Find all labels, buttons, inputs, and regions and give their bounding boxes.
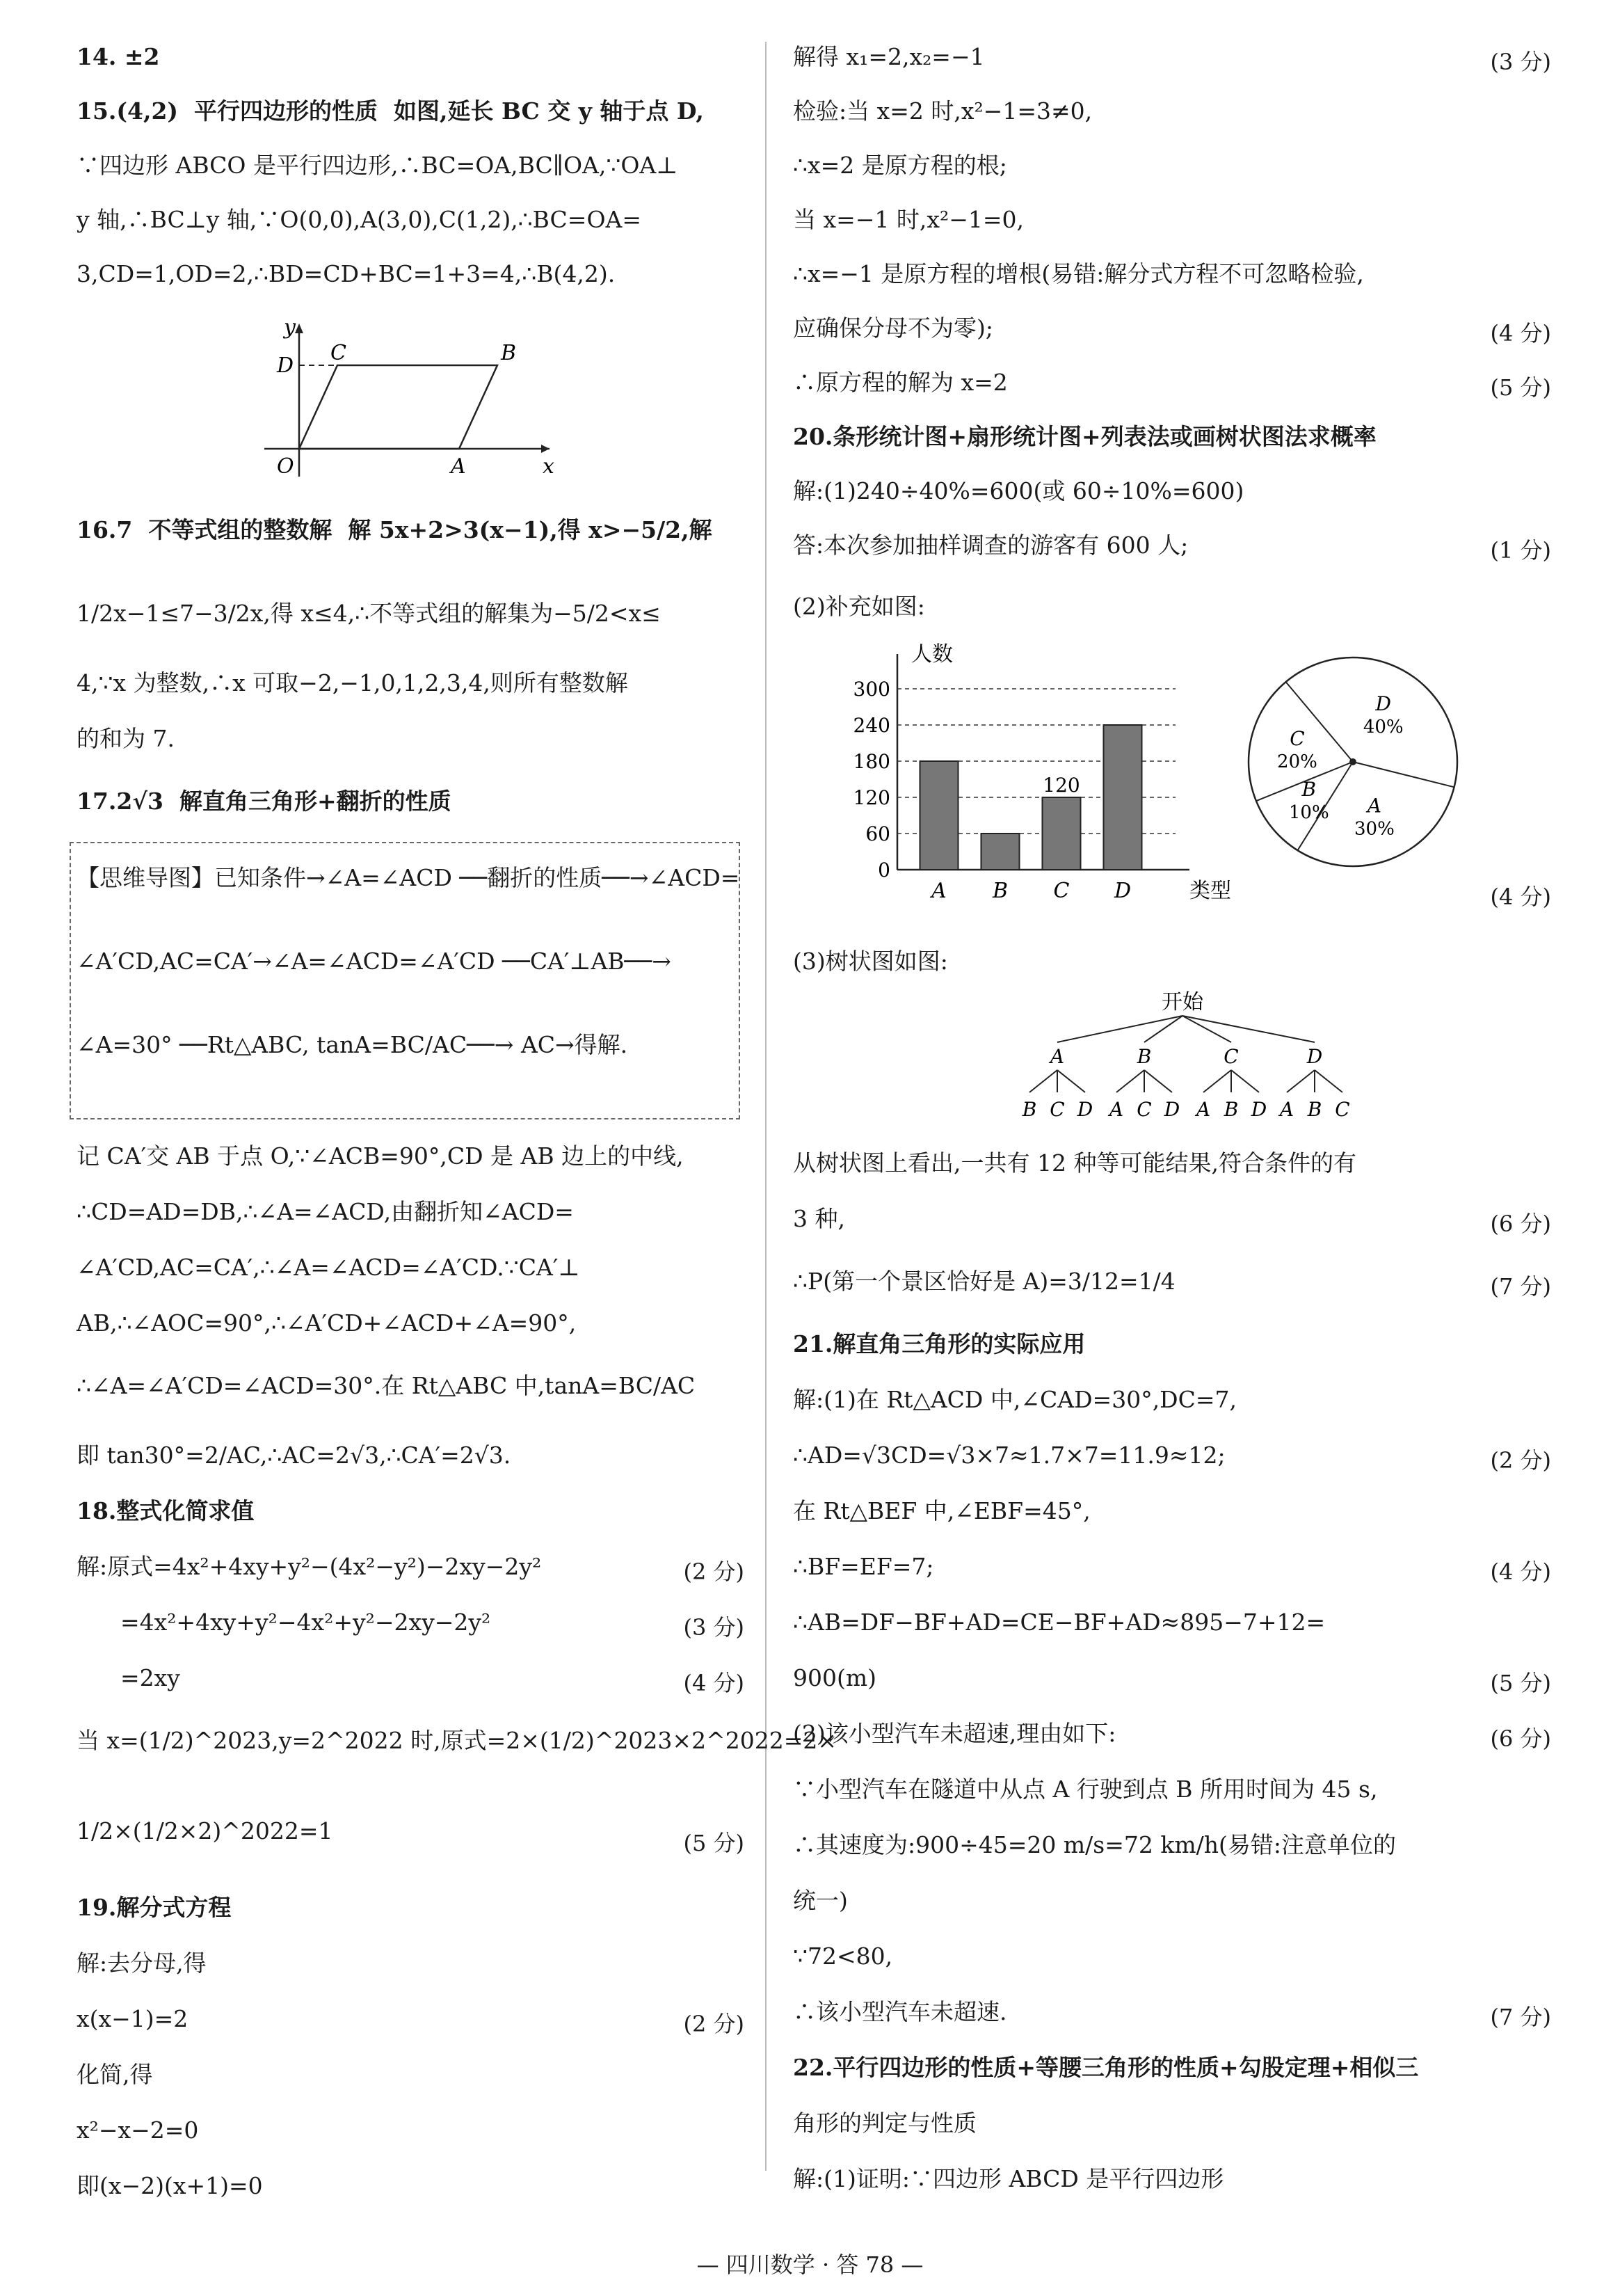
bar-y-tick: 240: [853, 714, 890, 737]
tree-edge: [1116, 1070, 1144, 1092]
right-line: 900(m): [793, 1664, 877, 1691]
tree-edge: [1029, 1070, 1057, 1092]
right-line: 解得 x₁=2,x₂=−1: [793, 43, 985, 70]
left-score: (2 分): [683, 1558, 744, 1585]
fig15-a-label: A: [451, 454, 466, 479]
bar-x-label: 类型: [1189, 879, 1231, 903]
right-line: 3 种,: [793, 1205, 845, 1232]
bar-y-tick: 0: [878, 859, 890, 882]
right-line: 解:(1)240÷40%=600(或 60÷10%=600): [793, 477, 1244, 504]
tree-node-l2: A: [1196, 1098, 1211, 1121]
left-line: ∠A=30° ──Rt△ABC, tanA=BC/AC──→ AC→得解.: [77, 1031, 628, 1058]
bar-y-label: 人数: [911, 642, 953, 667]
tree-node-l1: A: [1050, 1045, 1065, 1068]
left-line: ∴∠A=∠A′CD=∠ACD=30°.在 Rt△ABC 中,tanA=BC/AC: [77, 1372, 696, 1399]
left-line: 记 CA′交 AB 于点 O,∵∠ACB=90°,CD 是 AB 边上的中线,: [77, 1142, 684, 1170]
right-line: ∴该小型汽车未超速.: [793, 1998, 1007, 2025]
pie-label-B: B: [1301, 778, 1317, 802]
right-line: ∴原方程的解为 x=2: [793, 369, 1008, 396]
left-score: (2 分): [683, 2011, 744, 2037]
right-line: ∵72<80,: [793, 1943, 893, 1970]
pie-center: [1349, 758, 1356, 765]
right-line: ∴AB=DF−BF+AD=CE−BF+AD≈895−7+12=: [793, 1609, 1326, 1636]
left-line: 化简,得: [77, 2061, 153, 2088]
pie-value-A: 30%: [1354, 818, 1395, 840]
left-line: 15.(4,2) 平行四边形的性质 如图,延长 BC 交 y 轴于点 D,: [77, 97, 704, 125]
tree-edge: [1315, 1070, 1342, 1092]
pie-chart: [1238, 647, 1468, 877]
left-score: (5 分): [683, 1830, 744, 1856]
right-line: 在 Rt△BEF 中,∠EBF=45°,: [793, 1497, 1091, 1524]
tree-edge: [1182, 1016, 1315, 1042]
right-line: ∴AD=√3CD=√3×7≈1.7×7=11.9≈12;: [793, 1442, 1226, 1469]
tree-node-l2: B: [1307, 1098, 1322, 1121]
right-score: (6 分): [1490, 1725, 1551, 1752]
left-line: x(x−1)=2: [77, 2005, 189, 2032]
bar-y-tick: 180: [853, 750, 890, 773]
page-footer: — 四川数学 · 答 78 —: [696, 2251, 924, 2278]
right-line: 应确保分母不为零);: [793, 314, 993, 342]
pie-value-B: 10%: [1288, 802, 1329, 824]
tree-edge: [1231, 1070, 1259, 1092]
left-score: (3 分): [683, 1614, 744, 1641]
left-line: 14. ±2: [77, 43, 160, 70]
right-line: ∴x=2 是原方程的根;: [793, 152, 1007, 179]
left-line: 1/2×(1/2×2)^2022=1: [77, 1817, 333, 1844]
right-line: 角形的判定与性质: [793, 2110, 977, 2137]
right-score: (4 分): [1490, 884, 1551, 910]
tree-node-l1: B: [1137, 1045, 1152, 1068]
left-line: 即(x−2)(x+1)=0: [77, 2172, 263, 2199]
right-line: (3)树状图如图:: [793, 948, 948, 975]
bar-D: [1104, 725, 1142, 870]
left-line: y 轴,∴BC⊥y 轴,∵O(0,0),A(3,0),C(1,2),∴BC=OA=: [77, 206, 641, 233]
tree-node-l2: D: [1164, 1098, 1180, 1121]
tree-node-l2: C: [1335, 1098, 1350, 1121]
bar-y-tick: 60: [865, 822, 890, 845]
left-line: 3,CD=1,OD=2,∴BD=CD+BC=1+3=4,∴B(4,2).: [77, 260, 616, 287]
tree-edge: [1182, 1016, 1231, 1042]
tree-edge: [1287, 1070, 1315, 1092]
fig15-y-label: y: [284, 317, 296, 340]
right-line: (2)补充如图:: [793, 593, 925, 620]
left-line: ∵四边形 ABCO 是平行四边形,∴BC=OA,BC∥OA,∵OA⊥: [77, 152, 678, 179]
left-line: 的和为 7.: [77, 725, 175, 752]
right-line: ∵小型汽车在隧道中从点 A 行驶到点 B 所用时间为 45 s,: [793, 1776, 1378, 1803]
pie-value-D: 40%: [1363, 717, 1404, 738]
right-line: 当 x=−1 时,x²−1=0,: [793, 206, 1024, 233]
right-line: 从树状图上看出,一共有 12 种等可能结果,符合条件的有: [793, 1149, 1356, 1177]
right-line: 检验:当 x=2 时,x²−1=3≠0,: [793, 97, 1093, 125]
left-line: 4,∵x 为整数,∴x 可取−2,−1,0,1,2,3,4,则所有整数解: [77, 669, 628, 696]
bar-category-label: A: [931, 879, 947, 903]
pie-label-D: D: [1375, 692, 1391, 716]
tree-node-l2: C: [1050, 1098, 1065, 1121]
left-line: AB,∴∠AOC=90°,∴∠A′CD+∠ACD+∠A=90°,: [77, 1309, 577, 1337]
fig15-o-label: O: [277, 454, 294, 479]
tree-node-l2: A: [1109, 1098, 1124, 1121]
left-line: 【思维导图】已知条件→∠A=∠ACD ──翻折的性质──→∠ACD=: [77, 864, 740, 891]
pie-label-C: C: [1290, 727, 1305, 751]
tree-node-l2: D: [1077, 1098, 1093, 1121]
bar-C: [1043, 797, 1081, 870]
left-line: ∠A′CD,AC=CA′→∠A=∠ACD=∠A′CD ──CA′⊥AB──→: [77, 948, 671, 975]
right-line: 21.解直角三角形的实际应用: [793, 1330, 1086, 1357]
tree-diagram: [974, 988, 1391, 1127]
tree-node-l2: D: [1251, 1098, 1267, 1121]
left-line: =2xy: [77, 1664, 180, 1691]
pie-value-C: 20%: [1277, 751, 1317, 773]
pie-label-A: A: [1367, 794, 1382, 818]
fig15-c-label: C: [330, 341, 346, 365]
figure-15-parallelogram: [250, 317, 640, 484]
tree-node-l1: D: [1306, 1045, 1323, 1068]
right-line: 22.平行四边形的性质+等腰三角形的性质+勾股定理+相似三: [793, 2054, 1419, 2081]
left-line: 当 x=(1/2)^2023,y=2^2022 时,原式=2×(1/2)^2023×2^2022=2×: [77, 1727, 837, 1754]
tree-node-l1: C: [1224, 1045, 1239, 1068]
tree-node-l2: A: [1279, 1098, 1294, 1121]
right-line: 答:本次参加抽样调查的游客有 600 人;: [793, 532, 1189, 559]
right-score: (5 分): [1490, 374, 1551, 401]
column-divider: [765, 42, 767, 2171]
left-line: =4x²+4xy+y²−4x²+y²−2xy−2y²: [77, 1609, 491, 1636]
left-line: 即 tan30°=2/AC,∴AC=2√3,∴CA′=2√3.: [77, 1442, 511, 1469]
tree-edge: [1203, 1070, 1231, 1092]
tree-edge: [1057, 1070, 1085, 1092]
right-score: (4 分): [1490, 320, 1551, 346]
left-line: ∠A′CD,AC=CA′,∴∠A=∠ACD=∠A′CD.∵CA′⊥: [77, 1254, 580, 1281]
left-line: 18.整式化简求值: [77, 1497, 255, 1524]
right-line: 统一): [793, 1887, 848, 1914]
right-score: (7 分): [1490, 1273, 1551, 1300]
right-line: 解:(1)在 Rt△ACD 中,∠CAD=30°,DC=7,: [793, 1386, 1237, 1413]
left-score: (4 分): [683, 1670, 744, 1696]
bar-annotation: 120: [1043, 774, 1080, 797]
right-line: ∴其速度为:900÷45=20 m/s=72 km/h(易错:注意单位的: [793, 1831, 1397, 1858]
left-line: ∴CD=AD=DB,∴∠A=∠ACD,由翻折知∠ACD=: [77, 1198, 574, 1225]
left-line: 1/2x−1≤7−3/2x,得 x≤4,∴不等式组的解集为−5/2<x≤: [77, 600, 661, 627]
right-line: 20.条形统计图+扇形统计图+列表法或画树状图法求概率: [793, 423, 1377, 450]
left-line: 解:去分母,得: [77, 1950, 207, 1977]
bar-y-tick: 120: [853, 786, 890, 809]
right-score: (6 分): [1490, 1211, 1551, 1237]
tree-node-l2: B: [1022, 1098, 1037, 1121]
right-line: ∴BF=EF=7;: [793, 1553, 934, 1580]
fig15-b-label: B: [501, 341, 517, 365]
bar-y-tick: 300: [853, 678, 890, 701]
right-score: (1 分): [1490, 537, 1551, 564]
fig15-d-label: D: [277, 353, 294, 378]
bar-category-label: B: [992, 879, 1009, 903]
right-score: (2 分): [1490, 1447, 1551, 1474]
tree-node-l2: B: [1224, 1098, 1239, 1121]
right-score: (4 分): [1490, 1558, 1551, 1585]
tree-edge: [1144, 1070, 1172, 1092]
bar-B: [981, 834, 1020, 870]
left-line: 19.解分式方程: [77, 1894, 232, 1921]
left-line: 解:原式=4x²+4xy+y²−(4x²−y²)−2xy−2y²: [77, 1553, 542, 1580]
left-line: 16.7 不等式组的整数解 解 5x+2>3(x−1),得 x>−5/2,解: [77, 516, 712, 543]
right-score: (5 分): [1490, 1670, 1551, 1696]
right-score: (7 分): [1490, 2004, 1551, 2030]
right-line: 解:(1)证明:∵四边形 ABCD 是平行四边形: [793, 2165, 1224, 2192]
right-line: (2)该小型汽车未超速,理由如下:: [793, 1720, 1116, 1747]
fig15-x-label: x: [543, 454, 554, 479]
bar-A: [920, 761, 959, 870]
left-line: x²−x−2=0: [77, 2116, 199, 2144]
left-line: 17.2√3 解直角三角形+翻折的性质: [77, 788, 451, 815]
bar-chart: [835, 640, 1266, 918]
tree-root: 开始: [1162, 990, 1203, 1014]
right-line: ∴P(第一个景区恰好是 A)=3/12=1/4: [793, 1268, 1176, 1295]
right-score: (3 分): [1490, 49, 1551, 75]
tree-node-l2: C: [1137, 1098, 1152, 1121]
bar-category-label: C: [1053, 879, 1070, 903]
bar-category-label: D: [1114, 879, 1132, 903]
right-line: ∴x=−1 是原方程的增根(易错:解分式方程不可忽略检验,: [793, 260, 1364, 287]
